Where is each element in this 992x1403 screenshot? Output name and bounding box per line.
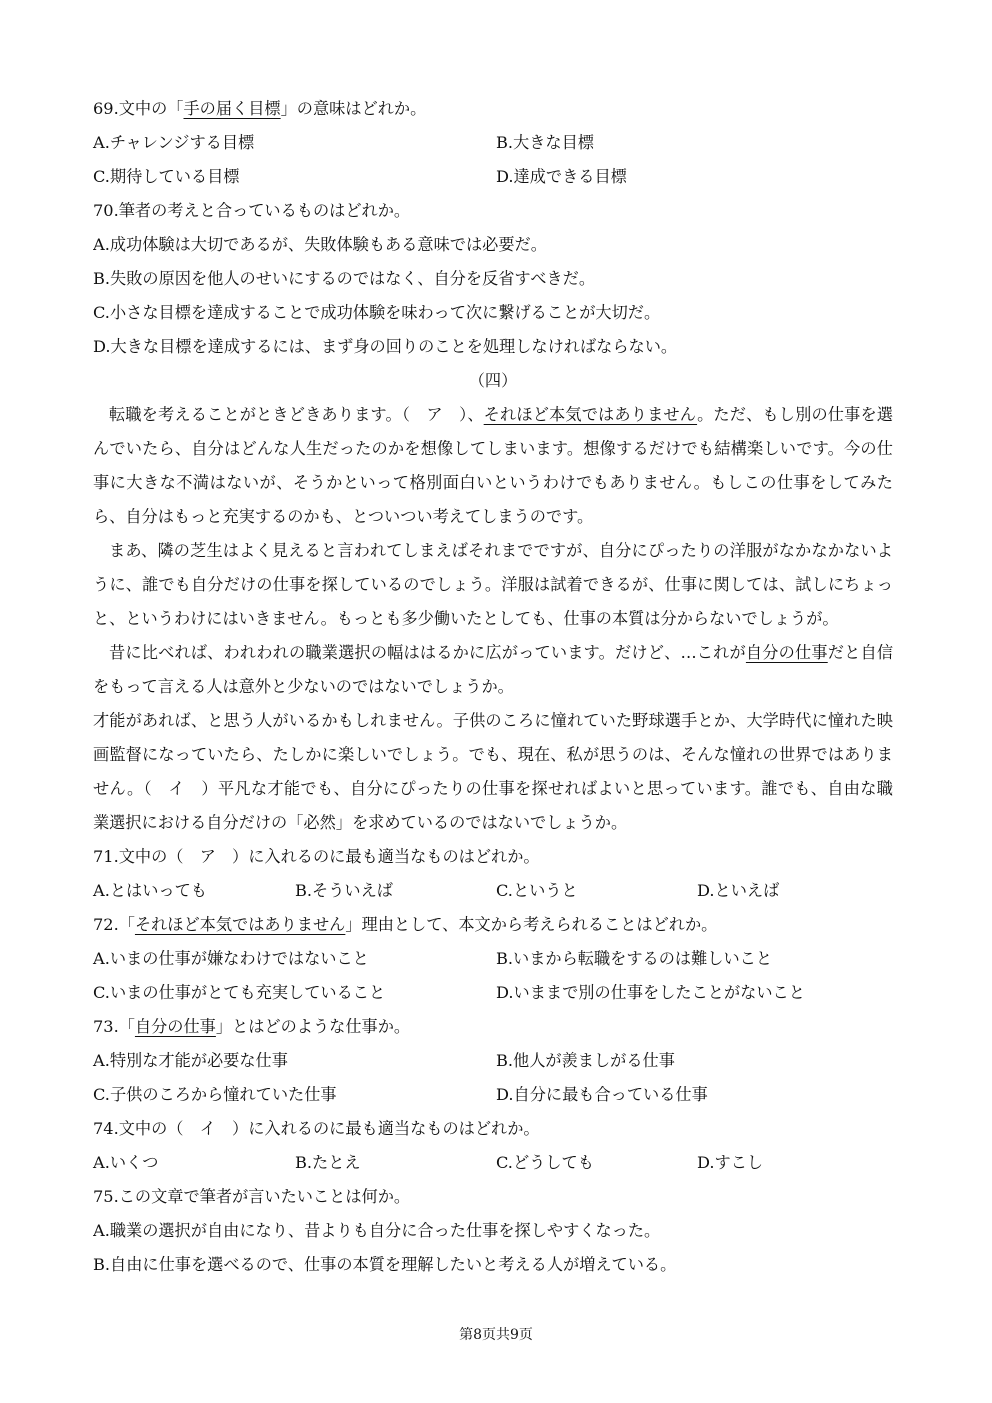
- q73-options-row-2: [93, 1078, 893, 1112]
- p1-part-a: 転職を考えることがときどきあります。（ ア ）、: [109, 405, 484, 424]
- q73-option-a: A.特別な才能が必要な仕事: [93, 1051, 288, 1070]
- q69-prefix: 69.文中の「: [93, 99, 184, 118]
- q73-suffix: 」とはどのような仕事か。: [215, 1017, 411, 1036]
- section-title: （四）: [468, 371, 518, 390]
- passage-paragraph-1: [93, 398, 893, 534]
- p3-underlined-phrase: 自分の仕事: [745, 643, 828, 662]
- q72-option-b: B.いまから転職をするのは難しいこと: [496, 949, 773, 968]
- page-content: [93, 92, 893, 1282]
- q69-option-c: C.期待している目標: [93, 167, 240, 186]
- q75-option-a: A.職業の選択が自由になり、昔よりも自分に合った仕事を探しやすくなった。: [93, 1221, 661, 1240]
- q71-option-c: C.というと: [496, 881, 578, 900]
- q69-option-a: A.チャレンジする目標: [93, 133, 255, 152]
- q72-prefix: 72.「: [93, 915, 135, 934]
- question-75: 75.この文章で筆者が言いたいことは何か。: [93, 1187, 411, 1206]
- q72-option-c: C.いまの仕事がとても充実していること: [93, 983, 386, 1002]
- q71-option-a: A.とはいっても: [93, 881, 207, 900]
- q74-option-a: A.いくつ: [93, 1153, 159, 1172]
- q75-option-b: B.自由に仕事を選べるので、仕事の本質を理解したいと考える人が増えている。: [93, 1255, 677, 1274]
- q73-prefix: 73.「: [93, 1017, 135, 1036]
- q70-option-c: C.小さな目標を達成することで成功体験を味わって次に繋げることが大切だ。: [93, 303, 661, 322]
- page-footer: 第8页共9页: [459, 1327, 533, 1343]
- q72-underlined-phrase: それほど本気ではありません: [134, 915, 346, 934]
- passage-paragraph-4: 才能があれば、と思う人がいるかもしれません。子供のころに憧れていた野球選手とか、大学時代に憧れた映画監督になっていたら、たしかに楽しいでしょう。でも、現在、私が思うのは、そんな憧れの世界ではありません。（ イ ）平凡な才能でも、自分にぴったりの仕事を探せればよいと思っています。誰でも、自由な職業選択における自分だけの「必然」を求めているのではないでしょうか。: [93, 711, 893, 832]
- q73-underlined-phrase: 自分の仕事: [134, 1017, 216, 1036]
- q70-option-a: A.成功体験は大切であるが、失敗体験もある意味では必要だ。: [93, 235, 547, 254]
- question-71: 71.文中の（ ア ）に入れるのに最も適当なものはどれか。: [93, 847, 540, 866]
- question-73: [93, 1010, 893, 1044]
- passage-paragraph-3: [93, 636, 893, 704]
- q69-options-row-1: [93, 126, 893, 160]
- q72-options-row-2: [93, 976, 893, 1010]
- q73-option-d: D.自分に最も合っている仕事: [496, 1085, 708, 1104]
- q72-option-d: D.いままで別の仕事をしたことがないこと: [496, 983, 805, 1002]
- p1-part-b: 。ただ、もし別の仕事を選んでいたら、自分はどんな人生だったのかを想像してしまいます。想像するだけでも結構楽しいです。今の仕事に大きな不満はないが、そうかといって格別面白いというわけでもありません。もしこの仕事をしてみたら、自分はもっと充実するのかも、とついつい考えてしまうのです。: [93, 405, 893, 526]
- q71-option-d: D.といえば: [697, 881, 780, 900]
- q69-suffix: 」の意味はどれか。: [280, 99, 427, 118]
- question-70: 70.筆者の考えと合っているものはどれか。: [93, 201, 411, 220]
- question-72: [93, 908, 893, 942]
- q69-option-b: B.大きな目標: [496, 133, 594, 152]
- q74-option-b: B.たとえ: [295, 1153, 361, 1172]
- q72-suffix: 」理由として、本文から考えられることはどれか。: [345, 915, 718, 934]
- q71-options-row: [93, 874, 893, 908]
- q69-option-d: D.達成できる目標: [496, 167, 627, 186]
- p3-part-b: だと自信をもって言える人は意外と少ないのではないでしょうか。: [93, 643, 894, 696]
- q73-option-c: C.子供のころから憧れていた仕事: [93, 1085, 337, 1104]
- q70-option-d: D.大きな目標を達成するには、まず身の回りのことを処理しなければならない。: [93, 337, 678, 356]
- question-74: 74.文中の（ イ ）に入れるのに最も適当なものはどれか。: [93, 1119, 540, 1138]
- q69-underlined-phrase: 手の届く目標: [183, 99, 281, 118]
- q70-option-b: B.失敗の原因を他人のせいにするのではなく、自分を反省すべきだ。: [93, 269, 596, 288]
- passage-paragraph-2: まあ、隣の芝生はよく見えると言われてしまえばそれまでですが、自分にぴったりの洋服がなかなかないように、誰でも自分だけの仕事を探しているのでしょう。洋服は試着できるが、仕事に関しては、試しにちょっと、というわけにはいきません。もっとも多少働いたとしても、仕事の本質は分からないでしょうが。: [93, 541, 893, 628]
- q69-options-row-2: [93, 160, 893, 194]
- q73-option-b: B.他人が羨ましがる仕事: [496, 1051, 675, 1070]
- q74-option-d: D.すこし: [697, 1153, 764, 1172]
- p3-part-a: 昔に比べれば、われわれの職業選択の幅ははるかに広がっています。だけど、…これが: [109, 643, 746, 662]
- p1-underlined-phrase: それほど本気ではありません: [483, 405, 698, 424]
- q74-options-row: [93, 1146, 893, 1180]
- question-69: [93, 92, 893, 126]
- q72-option-a: A.いまの仕事が嫌なわけではないこと: [93, 949, 369, 968]
- q73-options-row-1: [93, 1044, 893, 1078]
- q72-options-row-1: [93, 942, 893, 976]
- q71-option-b: B.そういえば: [295, 881, 393, 900]
- q74-option-c: C.どうしても: [496, 1153, 594, 1172]
